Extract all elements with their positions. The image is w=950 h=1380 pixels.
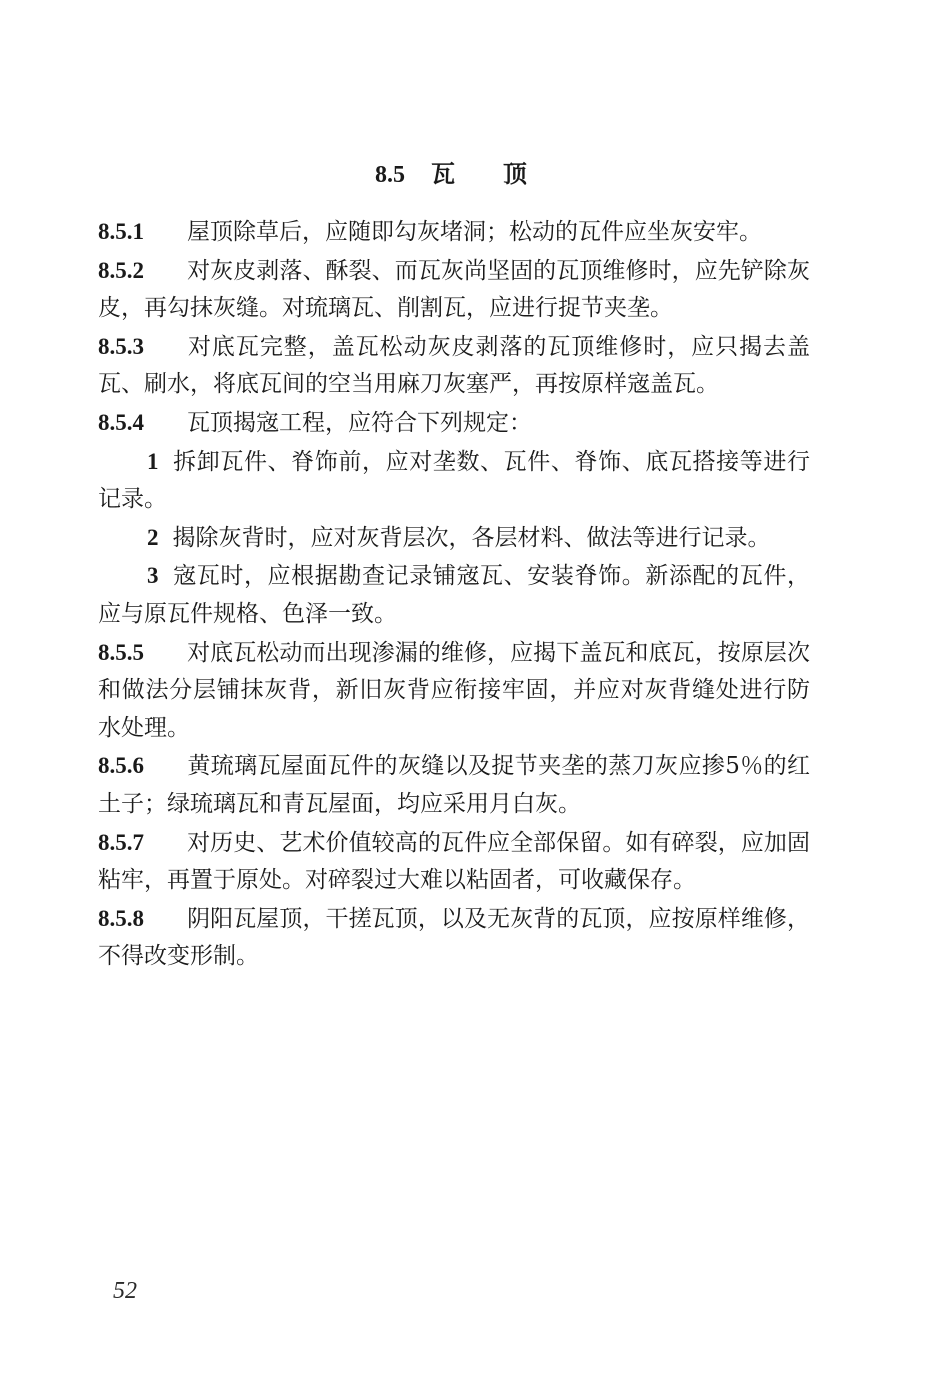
clause-8-5-5 [98, 634, 810, 748]
clause-text: 黄琉璃瓦屋面瓦件的灰缝以及捉节夹垄的蒸刀灰应掺5％的红土子；绿琉璃瓦和青瓦屋面，均应采用月白灰。 [98, 753, 810, 817]
clause-text: 阴阳瓦屋顶，干搓瓦顶，以及无灰背的瓦顶，应按原样维修，不得改变形制。 [98, 905, 810, 970]
clause-text: 对灰皮剥落、酥裂、而瓦灰尚坚固的瓦顶维修时，应先铲除灰皮，再勾抹灰缝。对琉璃瓦、削割瓦，应进行捉节夹垄。 [98, 257, 810, 322]
clause-text: 瓦顶揭宼工程，应符合下列规定： [187, 409, 532, 436]
clause-number: 8.5.1 [98, 219, 144, 244]
section-title-text: 瓦顶 [431, 159, 575, 188]
clauses-body [98, 213, 810, 976]
clause-number: 8.5.7 [98, 829, 144, 855]
clause-number: 8.5.6 [98, 753, 144, 779]
clause-number: 8.5.4 [98, 409, 144, 435]
clause-8-5-2 [98, 252, 810, 328]
clause-8-5-1 [98, 213, 810, 252]
clause-8-5-7 [98, 824, 810, 900]
item-number: 1 [147, 448, 159, 474]
clause-text: 屋顶除草后，应随即勾灰堵洞；松动的瓦件应坐灰安牢。 [187, 219, 762, 245]
item-text: 拆卸瓦件、脊饰前，应对垄数、瓦件、脊饰、底瓦搭接等进行记录。 [98, 448, 810, 513]
clause-number: 8.5.5 [98, 639, 144, 665]
clause-text: 对历史、艺术价值较高的瓦件应全部保留。如有碎裂，应加固粘牢，再置于原处。对碎裂过大难以粘固者，可收藏保存。 [98, 829, 810, 894]
clause-8-5-6 [98, 747, 810, 823]
clause-8-5-4-item-1 [98, 443, 810, 519]
section-heading [0, 158, 950, 191]
item-number: 3 [147, 563, 159, 589]
item-text: 宼瓦时，应根据勘查记录铺宼瓦、安装脊饰。新添配的瓦件，应与原瓦件规格、色泽一致。 [98, 563, 810, 627]
clause-number: 8.5.3 [98, 333, 144, 359]
clause-8-5-3 [98, 328, 810, 404]
clause-8-5-4-item-3 [98, 557, 810, 633]
clause-8-5-4 [98, 404, 810, 443]
clause-number: 8.5.2 [98, 257, 144, 283]
clause-8-5-4-item-2 [98, 519, 810, 558]
page-number: 52 [113, 1278, 137, 1304]
clause-8-5-8 [98, 900, 810, 976]
item-number: 2 [147, 524, 159, 550]
item-text: 揭除灰背时，应对灰背层次，各层材料、做法等进行记录。 [172, 524, 771, 551]
section-number: 8.5 [375, 162, 405, 188]
clause-number: 8.5.8 [98, 905, 144, 931]
clause-text: 对底瓦松动而出现渗漏的维修，应揭下盖瓦和底瓦，按原层次和做法分层铺抹灰背，新旧灰背应衔接牢固，并应对灰背缝处进行防水处理。 [98, 639, 810, 741]
clause-text: 对底瓦完整，盖瓦松动灰皮剥落的瓦顶维修时，应只揭去盖瓦、刷水，将底瓦间的空当用麻刀灰塞严，再按原样宼盖瓦。 [98, 333, 810, 398]
